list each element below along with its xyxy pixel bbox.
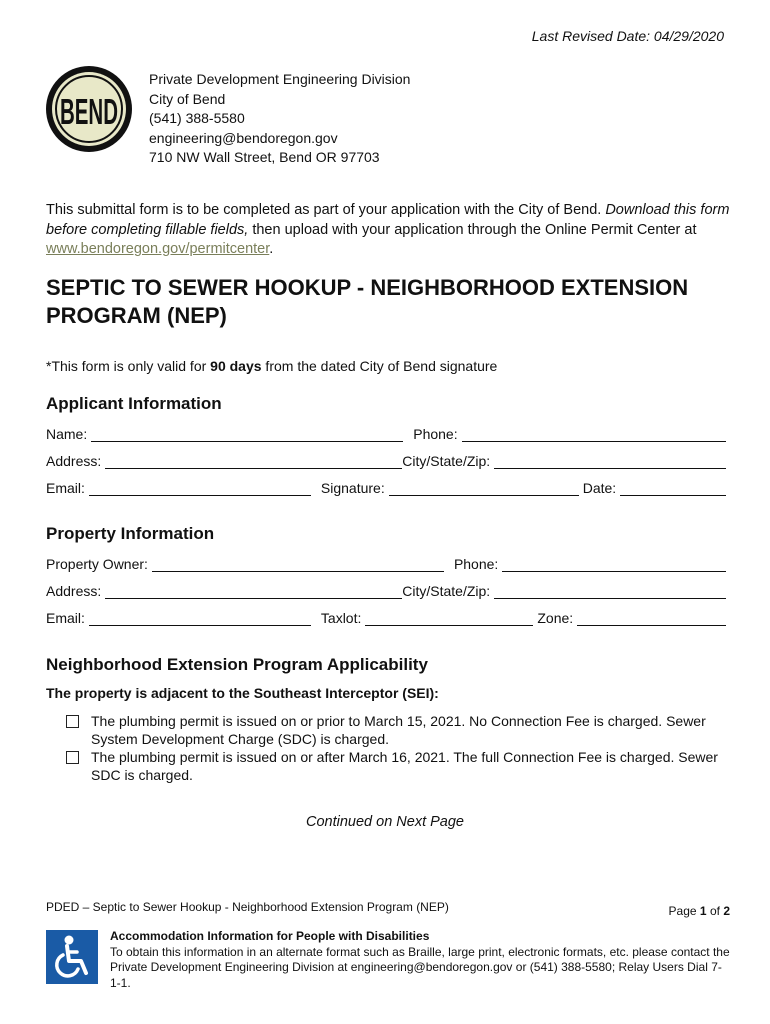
footer-document-name: PDED – Septic to Sewer Hookup - Neighborhood Extension Program (NEP)	[46, 900, 449, 914]
property-city-label: City/State/Zip:	[402, 583, 491, 599]
zone-label: Zone:	[537, 610, 574, 626]
property-row-3	[46, 608, 726, 626]
intro-paragraph: This submittal form is to be completed as part of your application with the City of Bend. Download this form before completing fillable fields, then upload with your application through the Online Permit Center at www.bendoregon.gov/permitcenter.	[46, 202, 730, 257]
property-city-field[interactable]	[494, 584, 726, 599]
zone-field[interactable]	[577, 611, 726, 626]
accommodation-info	[110, 929, 730, 991]
property-owner-field[interactable]	[152, 557, 444, 572]
accommodation-heading: Accommodation Information for People with Disabilities	[110, 929, 430, 943]
division-name: Private Development Engineering Division	[149, 71, 411, 87]
contact-block	[149, 70, 410, 168]
applicant-date-field[interactable]	[620, 481, 726, 496]
property-address-field[interactable]	[105, 584, 402, 599]
form-title: SEPTIC TO SEWER HOOKUP - NEIGHBORHOOD EXTENSION PROGRAM (NEP)	[46, 275, 689, 328]
taxlot-label: Taxlot:	[320, 610, 362, 626]
city-label: City/State/Zip:	[402, 453, 491, 469]
property-phone-label: Phone:	[453, 556, 499, 572]
applicability-heading: Neighborhood Extension Program Applicability	[46, 655, 428, 674]
option-text: The plumbing permit is issued on or prior to March 15, 2021. No Connection Fee is charged. Sewer System Development Charge (SDC) is charged.	[91, 713, 706, 747]
street-address: 710 NW Wall Street, Bend OR 97703	[149, 149, 380, 165]
date-label: Date:	[582, 480, 617, 496]
logo-text: BEND	[60, 91, 118, 132]
applicant-address-field[interactable]	[105, 454, 402, 469]
taxlot-field[interactable]	[365, 611, 533, 626]
property-heading: Property Information	[46, 524, 215, 543]
continued-note: Continued on Next Page	[306, 814, 464, 830]
applicant-row-3	[46, 478, 726, 496]
validity-note: *This form is only valid for 90 days from the dated City of Bend signature	[46, 358, 498, 374]
option-text: The plumbing permit is issued on or after March 16, 2021. The full Connection Fee is charged. Sewer SDC is charged.	[91, 749, 718, 783]
permit-center-link[interactable]: www.bendoregon.gov/permitcenter	[46, 241, 270, 257]
property-row-2	[46, 581, 726, 599]
property-address-label: Address:	[46, 583, 102, 599]
signature-label: Signature:	[320, 480, 385, 496]
city-of-bend-logo	[44, 64, 134, 154]
download-note: Download this form before completing fillable fields,	[46, 202, 730, 238]
checkbox-after-march-16[interactable]	[66, 751, 79, 764]
phone-label: Phone:	[413, 426, 458, 442]
applicant-phone-field[interactable]	[462, 427, 726, 442]
page-number: Page 1 of 2	[668, 904, 730, 918]
email-label: Email:	[46, 480, 85, 496]
applicant-signature-field[interactable]	[389, 481, 579, 496]
last-revised-date: Last Revised Date: 04/29/2020	[531, 28, 724, 44]
address-label: Address:	[46, 453, 102, 469]
property-email-field[interactable]	[89, 611, 311, 626]
sei-subheading: The property is adjacent to the Southeast Interceptor (SEI):	[46, 685, 439, 701]
name-label: Name:	[46, 426, 88, 442]
property-row-1	[46, 554, 726, 572]
accommodation-text: To obtain this information in an alternate format such as Braille, large print, electronic formats, etc. please contact the Private Development Engineering Division at engineering@bendoregon.gov or (541) 388-5580; Relay Users Dial 7-1-1.	[110, 944, 730, 990]
applicant-name-field[interactable]	[91, 427, 403, 442]
applicant-email-field[interactable]	[89, 481, 311, 496]
applicant-heading: Applicant Information	[46, 394, 222, 413]
option-before-march-15	[66, 712, 736, 748]
phone-number: (541) 388-5580	[149, 110, 245, 126]
option-after-march-16	[66, 748, 736, 784]
wheelchair-accessibility-icon	[46, 930, 98, 984]
email-address: engineering@bendoregon.gov	[149, 129, 338, 146]
applicant-row-1	[46, 424, 726, 442]
property-phone-field[interactable]	[502, 557, 726, 572]
property-email-label: Email:	[46, 610, 85, 626]
city-name: City of Bend	[149, 90, 226, 107]
checkbox-before-march-15[interactable]	[66, 715, 79, 728]
applicant-city-field[interactable]	[494, 454, 726, 469]
applicant-row-2	[46, 451, 726, 469]
owner-label: Property Owner:	[46, 556, 148, 572]
